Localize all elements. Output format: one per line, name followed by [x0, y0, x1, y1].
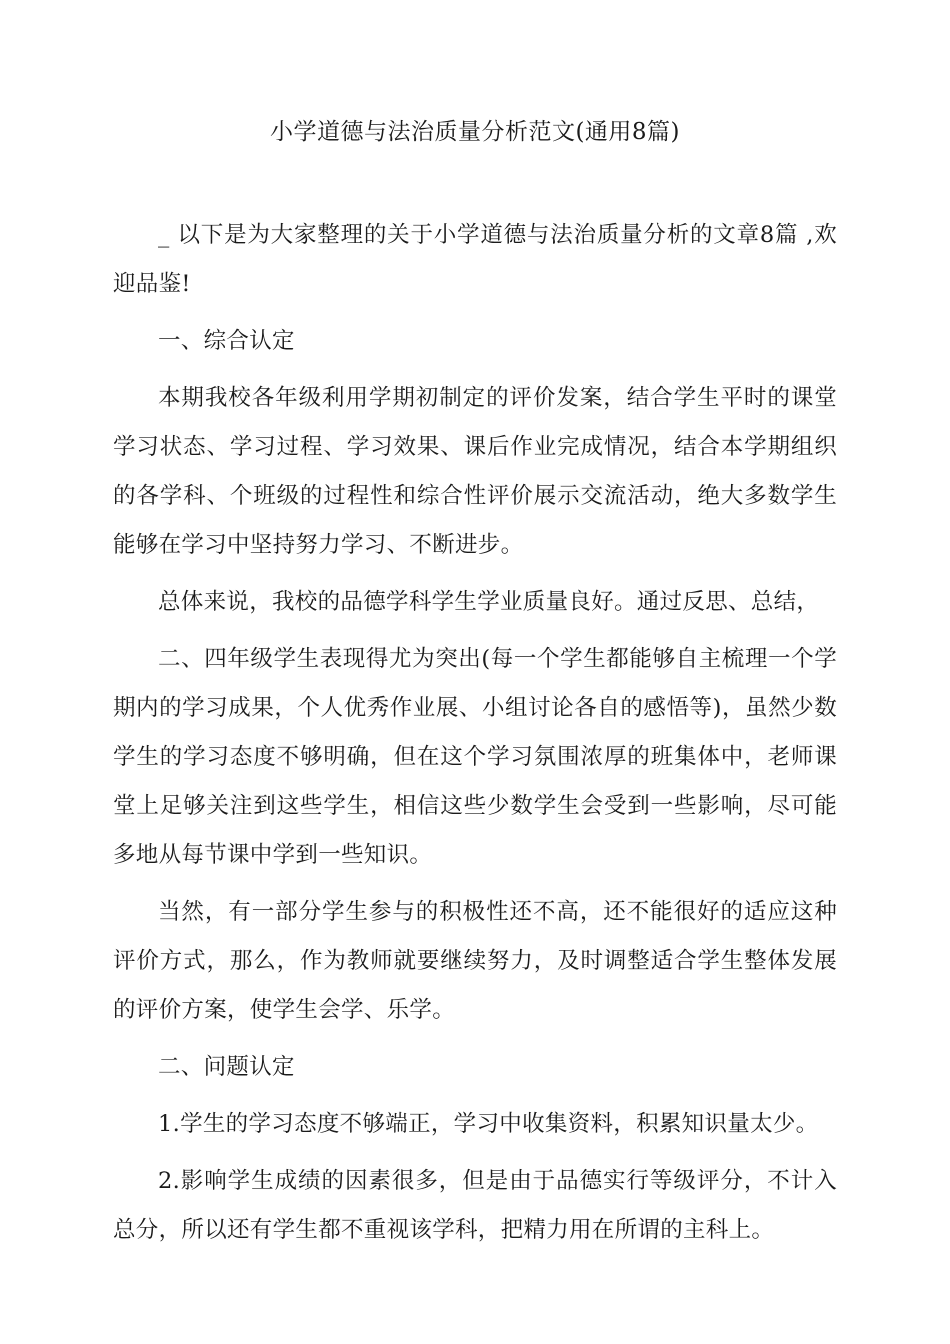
list-item-problem-1: 1.学生的学习态度不够端正，学习中收集资料，积累知识量太少。	[158, 1111, 819, 1137]
intro-paragraph: _ 以下是为大家整理的关于小学道德与法治质量分析的文章8篇 ,欢迎品鉴!	[113, 222, 837, 297]
paragraph-evaluation: 本期我校各年级利用学期初制定的评价发案，结合学生平时的课堂学习状态、学习过程、学习效果、课后作业完成情况，结合本学期组织的各学科、个班级的过程性和综合性评价展示交流活动，绝大多数学生能够在学习中坚持努力学习、不断进步。	[113, 385, 837, 558]
section-heading-problems: 二、问题认定	[158, 1054, 295, 1080]
paragraph-participation: 当然，有一部分学生参与的积极性还不高，还不能很好的适应这种评价方式，那么，作为教师就要继续努力，及时调整适合学生整体发展的评价方案，使学生会学、乐学。	[113, 899, 837, 1023]
paragraph-grade-four: 二、四年级学生表现得尤为突出(每一个学生都能够自主梳理一个学期内的学习成果，个人优秀作业展、小组讨论各自的感悟等)，虽然少数学生的学习态度不够明确，但在这个学习氛围浓厚的班集体中，老师课堂上足够关注到这些学生，相信这些少数学生会受到一些影响，尽可能多地从每节课中学到一些知识。	[113, 646, 837, 868]
section-heading-overall: 一、综合认定	[158, 328, 295, 354]
list-item-problem-2: 2.影响学生成绩的因素很多，但是由于品德实行等级评分，不计入总分，所以还有学生都不重视该学科，把精力用在所谓的主科上。	[113, 1168, 837, 1243]
paragraph-summary: 总体来说，我校的品德学科学生学业质量良好。通过反思、总结，	[158, 589, 820, 615]
document-body	[113, 211, 837, 1263]
document-title: 小学道德与法治质量分析范文(通用8篇)	[269, 119, 681, 145]
